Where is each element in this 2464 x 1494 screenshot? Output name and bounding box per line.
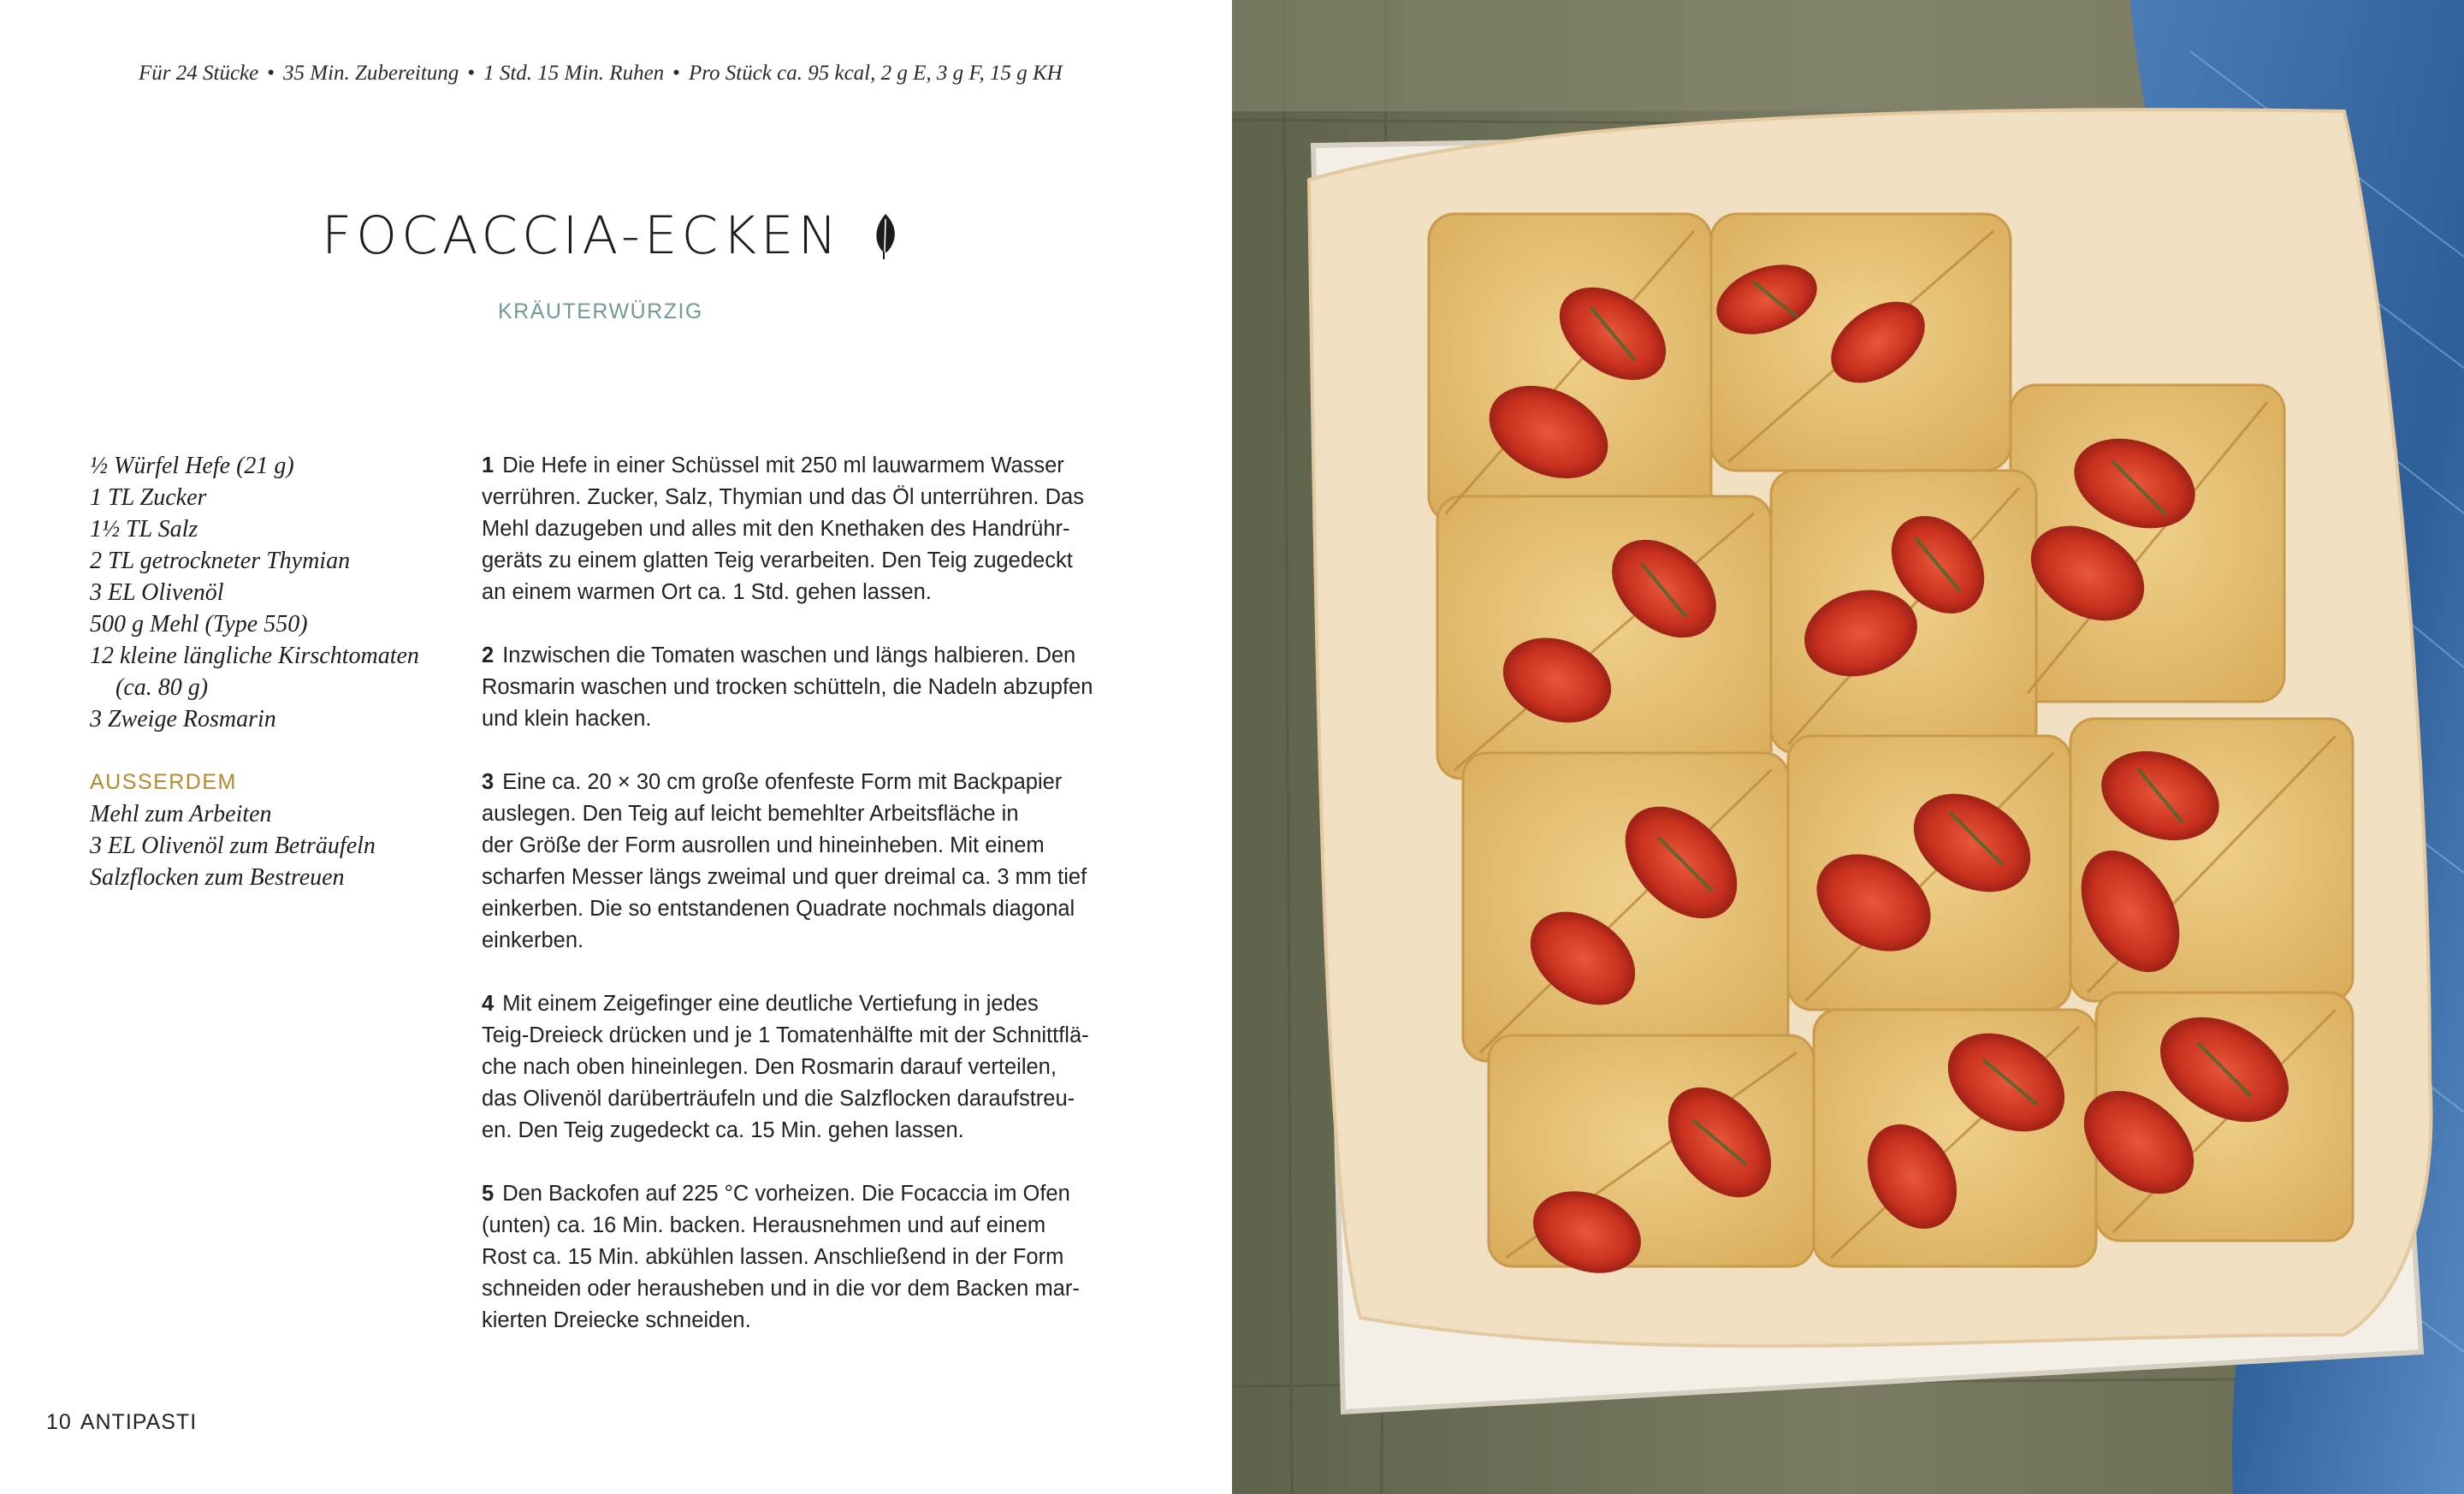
section-name: ANTIPASTI xyxy=(80,1410,198,1434)
ingredient-item: 12 kleine längliche Kirschtomaten xyxy=(90,643,419,669)
step-line: Den Backofen auf 225 °C vorheizen. Die Focaccia im Ofen xyxy=(502,1182,1070,1206)
step-2 xyxy=(482,640,1132,735)
ingredient-item: 500 g Mehl (Type 550) xyxy=(90,611,308,637)
step-4 xyxy=(482,988,1132,1147)
step-line: Mit einem Zeigefinger eine deutliche Vertiefung in jedes xyxy=(502,992,1039,1016)
step-line: das Olivenöl darüberträufeln und die Salzflocken daraufstreu- xyxy=(482,1087,1075,1111)
step-line: Mehl dazugeben und alles mit den Knethaken des Handrühr- xyxy=(482,517,1070,541)
step-number: 5 xyxy=(482,1182,495,1206)
step-number: 2 xyxy=(482,643,495,667)
focaccia-piece xyxy=(1437,496,1771,779)
step-line: geräts zu einem glatten Teig verarbeiten. Den Teig zugedeckt xyxy=(482,548,1073,572)
step-line: scharfen Messer längs zweimal und quer dreimal ca. 3 mm tief xyxy=(482,865,1087,889)
meta-rest: 1 Std. 15 Min. Ruhen xyxy=(483,62,665,85)
ingredient-item: 1 TL Zucker xyxy=(90,484,207,511)
title-row xyxy=(322,205,901,266)
ingredient-item: 2 TL getrockneter Thymian xyxy=(90,548,351,574)
step-number: 1 xyxy=(482,454,495,477)
instruction-steps xyxy=(482,450,1132,1368)
meta-yield: Für 24 Stücke xyxy=(139,62,259,85)
meta-separator: • xyxy=(267,62,275,85)
ingredient-list xyxy=(90,450,449,893)
meta-separator: • xyxy=(467,62,476,85)
extra-item: Mehl zum Arbeiten xyxy=(90,801,272,827)
ingredient-item: ½ Würfel Hefe (21 g) xyxy=(90,453,294,479)
step-line: auslegen. Den Teig auf leicht bemehlter Arbeitsfläche in xyxy=(482,802,1019,826)
ingredient-item: (ca. 80 g) xyxy=(116,674,209,701)
step-line: einkerben. xyxy=(482,928,584,952)
step-line: an einem warmen Ort ca. 1 Std. gehen lassen. xyxy=(482,580,932,604)
meta-separator: • xyxy=(672,62,680,85)
step-line: che nach oben hineinlegen. Den Rosmarin darauf verteilen, xyxy=(482,1055,1057,1079)
step-line: (unten) ca. 16 Min. backen. Herausnehmen und auf einem xyxy=(482,1213,1046,1237)
recipe-title: FOCACCIA-ECKEN xyxy=(322,205,842,266)
step-line: und klein hacken. xyxy=(482,707,652,731)
step-line: Inzwischen die Tomaten waschen und längs halbieren. Den xyxy=(502,643,1076,667)
extra-item: Salzflocken zum Bestreuen xyxy=(90,864,345,891)
recipe-subtitle: KRÄUTERWÜRZIG xyxy=(498,299,703,323)
step-1 xyxy=(482,450,1132,608)
recipe-meta xyxy=(139,62,1063,86)
step-line: schneiden oder herausheben und in die vor dem Backen mar- xyxy=(482,1277,1080,1301)
step-number: 3 xyxy=(482,770,495,794)
step-line: verrühren. Zucker, Salz, Thymian und das Öl unterrühren. Das xyxy=(482,485,1084,509)
page-number: 10 xyxy=(46,1410,72,1434)
focaccia-photo xyxy=(1232,0,2464,1494)
step-line: kierten Dreiecke schneiden. xyxy=(482,1308,751,1332)
step-line: Rost ca. 15 Min. abkühlen lassen. Anschließend in der Form xyxy=(482,1245,1064,1269)
step-line: Teig-Dreieck drücken und je 1 Tomatenhälfte mit der Schnittflä- xyxy=(482,1023,1089,1047)
ingredient-item: 1½ TL Salz xyxy=(90,516,198,542)
step-3 xyxy=(482,767,1132,957)
step-number: 4 xyxy=(482,992,495,1016)
extras-heading: AUSSERDEM xyxy=(90,770,237,794)
extra-item: 3 EL Olivenöl zum Beträufeln xyxy=(90,833,376,859)
step-line: einkerben. Die so entstandenen Quadrate nochmals diagonal xyxy=(482,897,1075,921)
ingredient-item: 3 Zweige Rosmarin xyxy=(90,706,276,732)
page-footer xyxy=(46,1410,197,1435)
meta-prep: 35 Min. Zubereitung xyxy=(283,62,459,85)
meta-nutrition: Pro Stück ca. 95 kcal, 2 g E, 3 g F, 15 g KH xyxy=(688,62,1063,85)
step-line: Die Hefe in einer Schüssel mit 250 ml lauwarmem Wasser xyxy=(502,454,1064,477)
step-5 xyxy=(482,1178,1132,1337)
step-line: Eine ca. 20 × 30 cm große ofenfeste Form mit Backpapier xyxy=(502,770,1063,794)
step-line: der Größe der Form ausrollen und hineinheben. Mit einem xyxy=(482,833,1045,857)
step-line: en. Den Teig zugedeckt ca. 15 Min. gehen lassen. xyxy=(482,1118,964,1142)
focaccia-illustration xyxy=(1232,0,2464,1494)
ingredient-item: 3 EL Olivenöl xyxy=(90,579,224,606)
step-line: Rosmarin waschen und trocken schütteln, die Nadeln abzupfen xyxy=(482,675,1093,699)
leaf-icon xyxy=(870,212,901,260)
